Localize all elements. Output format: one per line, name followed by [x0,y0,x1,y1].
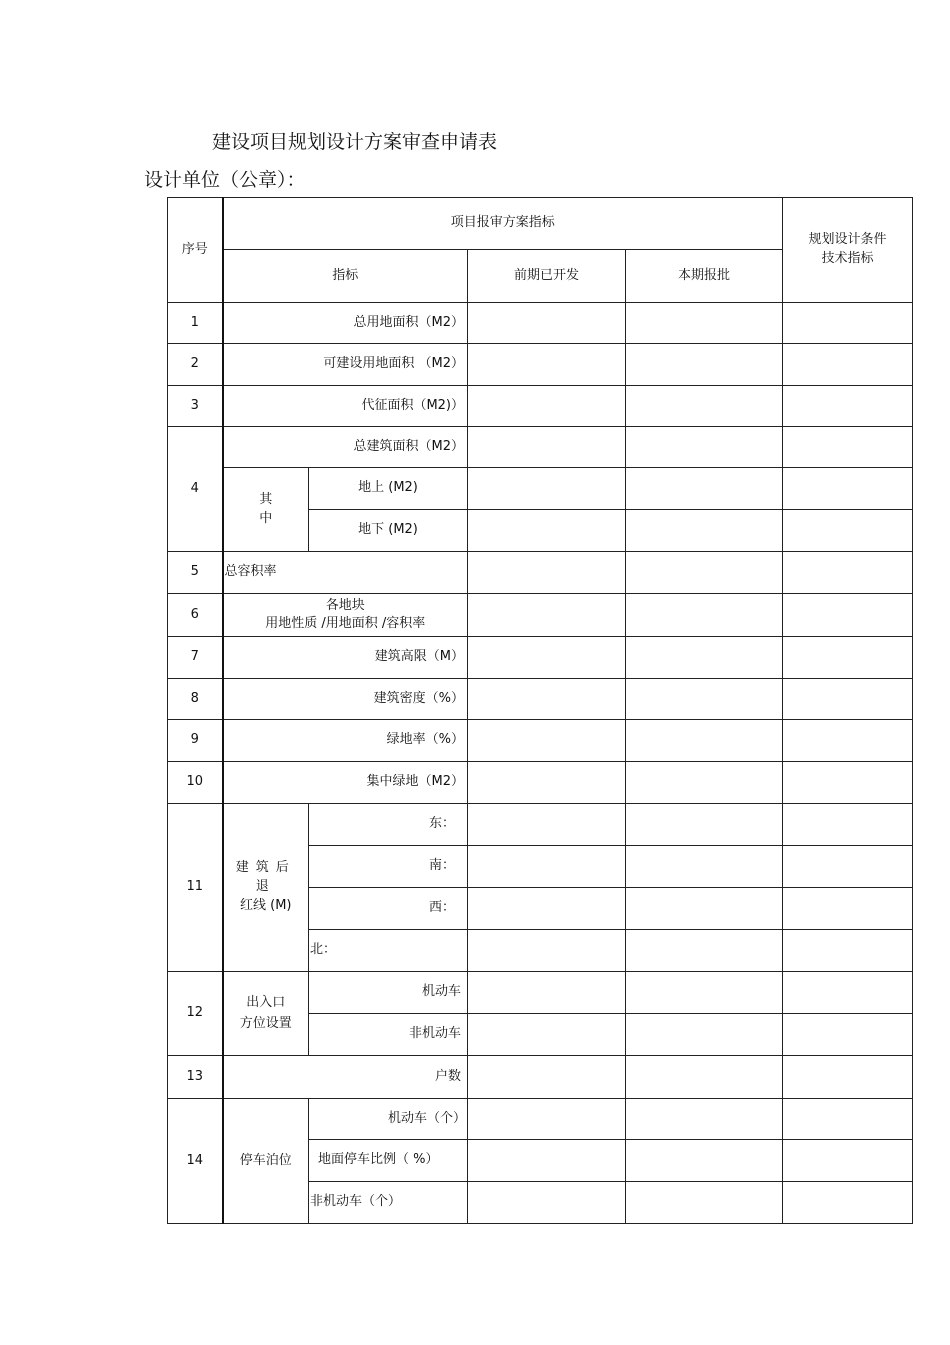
current-cell[interactable] [626,594,783,637]
current-cell[interactable] [626,1140,783,1182]
planning-cell[interactable] [783,679,913,720]
row-label: 绿地率（%） [223,720,468,762]
current-cell[interactable] [626,762,783,804]
prev-cell[interactable] [468,679,626,720]
row-label: 总建筑面积（M2） [223,427,468,468]
header-indicator-group: 项目报审方案指标 [223,198,783,250]
prev-cell[interactable] [468,468,626,510]
prev-cell[interactable] [468,594,626,637]
header-indicator: 指标 [223,250,468,303]
row-number: 2 [168,344,223,386]
prev-cell[interactable] [468,427,626,468]
row-number: 11 [168,804,223,972]
planning-cell[interactable] [783,386,913,427]
row-sub-label: 机动车（个） [309,1099,468,1140]
current-cell[interactable] [626,972,783,1014]
planning-cell[interactable] [783,637,913,679]
row-number: 4 [168,427,223,552]
current-cell[interactable] [626,552,783,594]
planning-cell[interactable] [783,1140,913,1182]
prev-cell[interactable] [468,637,626,679]
prev-cell[interactable] [468,1099,626,1140]
header-planning-line2: 技术指标 [821,251,874,266]
prev-cell[interactable] [468,1140,626,1182]
prev-cell[interactable] [468,1182,626,1224]
application-form-table [167,197,913,1224]
planning-cell[interactable] [783,720,913,762]
prev-cell[interactable] [468,720,626,762]
planning-cell[interactable] [783,972,913,1014]
row-sub-label-west: 西： [309,888,468,930]
current-cell[interactable] [626,510,783,552]
current-cell[interactable] [626,637,783,679]
prev-cell[interactable] [468,1014,626,1056]
row-sub-group: 停车泊位 [223,1099,309,1224]
current-cell[interactable] [626,720,783,762]
row-label: 建筑密度（%） [223,679,468,720]
row-number: 9 [168,720,223,762]
row-number: 1 [168,303,223,344]
planning-cell[interactable] [783,344,913,386]
prev-cell[interactable] [468,510,626,552]
planning-cell[interactable] [783,930,913,972]
row-sub-label: 非机动车 [309,1014,468,1056]
row-sub-group-line2: 方位设置 [239,1015,292,1031]
header-planning [783,198,913,303]
row-sub-label-east: 东： [309,804,468,846]
planning-cell[interactable] [783,804,913,846]
prev-cell[interactable] [468,344,626,386]
row-sub-group-line1: 出入口 [246,994,286,1010]
row-label: 户数 [223,1056,468,1099]
prev-cell[interactable] [468,804,626,846]
form-title: 建设项目规划设计方案审查申请表 [212,131,498,153]
header-seq: 序号 [168,198,223,303]
row-label: 集中绿地（M2） [223,762,468,804]
current-cell[interactable] [626,1056,783,1099]
planning-cell[interactable] [783,468,913,510]
current-cell[interactable] [626,344,783,386]
prev-cell[interactable] [468,888,626,930]
current-cell[interactable] [626,846,783,888]
row-sub-group-line2: 红线 (M) [240,897,292,913]
row-number: 12 [168,972,223,1056]
row-sub-group: 其中 [223,468,309,552]
planning-cell[interactable] [783,510,913,552]
prev-cell[interactable] [468,303,626,344]
current-cell[interactable] [626,303,783,344]
prev-cell[interactable] [468,386,626,427]
current-cell[interactable] [626,888,783,930]
row-label: 建筑高限（M） [223,637,468,679]
prev-cell[interactable] [468,846,626,888]
design-unit-label: 设计单位（公章）： [144,169,306,191]
row-sub-label: 机动车 [309,972,468,1014]
current-cell[interactable] [626,1182,783,1224]
row-number: 7 [168,637,223,679]
prev-cell[interactable] [468,552,626,594]
row-number: 14 [168,1099,223,1224]
planning-cell[interactable] [783,1014,913,1056]
planning-cell[interactable] [783,846,913,888]
current-cell[interactable] [626,468,783,510]
row-number: 3 [168,386,223,427]
current-cell[interactable] [626,427,783,468]
planning-cell[interactable] [783,594,913,637]
planning-cell[interactable] [783,1182,913,1224]
header-planning-line1: 规划设计条件 [808,232,887,248]
row-sub-group [223,804,309,972]
prev-cell[interactable] [468,1056,626,1099]
current-cell[interactable] [626,1014,783,1056]
row-sub-label: 非机动车（个） [309,1182,468,1224]
planning-cell[interactable] [783,1099,913,1140]
row-sub-label: 地下 (M2) [309,510,468,552]
row-sub-group [223,972,309,1056]
row-label: 总用地面积（M2） [223,303,468,344]
current-cell[interactable] [626,1099,783,1140]
row-sub-group-line1: 建筑后退 [235,860,296,895]
planning-cell[interactable] [783,762,913,804]
row-label: 代征面积（M2)） [223,386,468,427]
row-number: 6 [168,594,223,637]
row-sub-label-south: 南： [309,846,468,888]
row-number: 8 [168,679,223,720]
current-cell[interactable] [626,804,783,846]
planning-cell[interactable] [783,303,913,344]
planning-cell[interactable] [783,427,913,468]
prev-cell[interactable] [468,972,626,1014]
header-current: 本期报批 [626,250,783,303]
row-number: 13 [168,1056,223,1099]
row-number: 10 [168,762,223,804]
row-label-line1: 各地块 [325,597,365,613]
row-sub-label: 地面停车比例（ %） [309,1140,468,1182]
row-number: 5 [168,552,223,594]
prev-cell[interactable] [468,762,626,804]
row-label: 可建设用地面积 （M2） [223,344,468,386]
planning-cell[interactable] [783,1056,913,1099]
header-prev: 前期已开发 [468,250,626,303]
current-cell[interactable] [626,679,783,720]
prev-cell[interactable] [468,930,626,972]
row-sub-label-north: 北： [309,930,468,972]
planning-cell[interactable] [783,552,913,594]
planning-cell[interactable] [783,888,913,930]
row-sub-label: 地上 (M2) [309,468,468,510]
current-cell[interactable] [626,386,783,427]
row-label [223,594,468,637]
row-label: 总容积率 [223,552,468,594]
current-cell[interactable] [626,930,783,972]
row-label-line2: 用地性质 /用地面积 /容积率 [265,616,426,631]
